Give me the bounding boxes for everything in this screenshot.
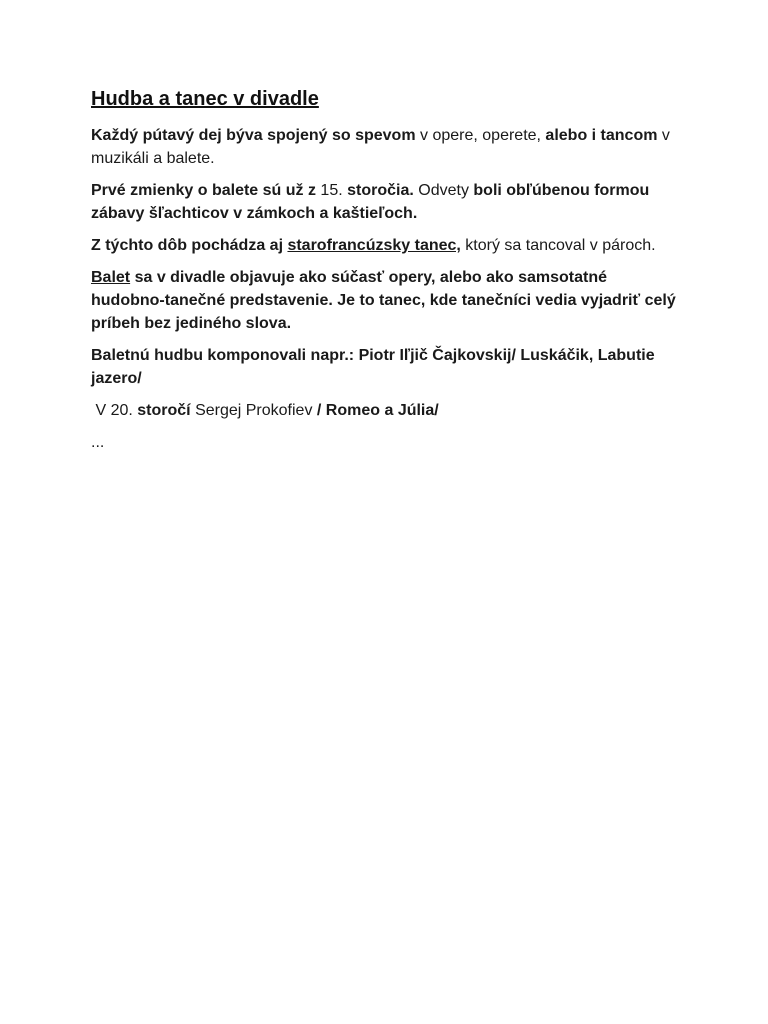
text-segment: boli obľúbenou formou zábavy šľachticov v zámkoch a kaštieľoch.: [91, 182, 654, 222]
text-segment: / Romeo a Júlia/: [316, 402, 439, 419]
text-segment: ktorý sa tancoval v pároch.: [460, 237, 656, 254]
text-segment: v muzikáli a balete.: [91, 127, 675, 167]
text-segment: starofrancúzsky tanec,: [287, 237, 461, 254]
paragraph: [91, 124, 676, 170]
page-title: Hudba a tanec v divadle: [91, 88, 319, 110]
text-segment: Balet: [91, 269, 131, 286]
text-segment: storočia.: [347, 182, 419, 199]
text-segment: Prvé zmienky o balete sú už z: [91, 182, 321, 199]
text-segment: sa v divadle objavuje ako súčasť opery, alebo ako samsotatné hudobno-tanečné predstavenie. Je to tanec, kde tanečníci vedia vyjadriť celý príbeh bez jediného slova.: [91, 269, 681, 332]
paragraph: [91, 266, 681, 335]
text-segment: Sergej Prokofiev: [195, 402, 317, 419]
text-segment: alebo i tancom: [545, 127, 658, 144]
text-segment: V 20.: [91, 402, 138, 419]
paragraph: [91, 179, 676, 225]
text-segment: storočí: [137, 402, 196, 419]
document-page: [91, 86, 681, 463]
text-segment: v opere, operete,: [415, 127, 546, 144]
document-body: [91, 124, 681, 454]
text-segment: 15.: [320, 182, 348, 199]
text-segment: Baletnú hudbu komponovali napr.: Piotr Iľjič Čajkovskij/ Luskáčik, Labutie jazero/: [91, 347, 660, 387]
text-segment: ...: [91, 434, 105, 451]
paragraph: [91, 431, 676, 454]
text-segment: Odvety: [418, 182, 474, 199]
paragraph: [91, 344, 676, 390]
text-segment: Z týchto dôb pochádza aj: [91, 237, 288, 254]
text-segment: Každý pútavý dej býva spojený so spevom: [91, 127, 416, 144]
paragraph: [91, 234, 676, 257]
paragraph: [91, 399, 676, 422]
